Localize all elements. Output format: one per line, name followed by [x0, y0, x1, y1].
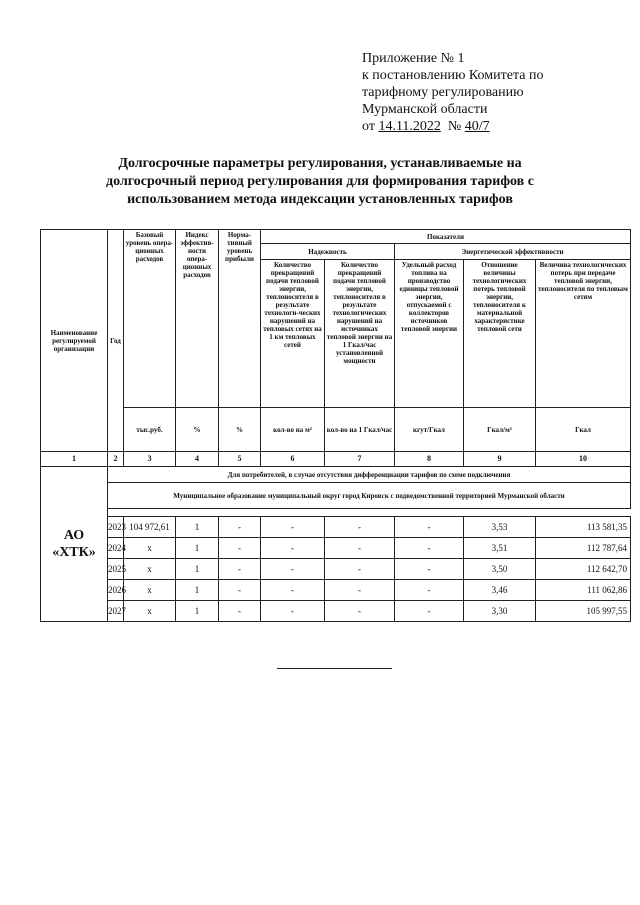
- header-normative-profit: Норма-тивный уровень прибыли: [219, 230, 261, 408]
- col-number: 1: [41, 452, 108, 467]
- title-line-3: использованием метода индексации установленных тарифов: [127, 192, 513, 207]
- cell-norm: -: [219, 538, 261, 559]
- end-divider-line: [277, 668, 392, 669]
- cell-index: 1: [176, 538, 219, 559]
- cell-year: 2023: [108, 517, 124, 538]
- appendix-line-1: Приложение № 1: [362, 51, 465, 66]
- organization-name: АО «ХТК»: [41, 467, 108, 622]
- header-base-level: Базовый уровень опера-ционных расходов: [124, 230, 176, 408]
- cell-norm: -: [219, 517, 261, 538]
- header-c7: Количество прекращений подачи тепловой энергии, теплоносителя в результате технологических нарушений на источниках тепловой энергии на 1 Гкал/час установленной мощности: [325, 260, 395, 408]
- cell-c7: -: [325, 517, 395, 538]
- table-row: [41, 580, 631, 601]
- header-reliability: Надежность: [261, 244, 395, 260]
- cell-norm: -: [219, 580, 261, 601]
- cell-index: 1: [176, 517, 219, 538]
- spacer-row: [108, 509, 631, 517]
- unit-c8: кгут/Гкал: [395, 408, 464, 452]
- cell-base: х: [124, 559, 176, 580]
- unit-base: тыс.руб.: [124, 408, 176, 452]
- cell-c9: 3,51: [464, 538, 536, 559]
- unit-c10: Гкал: [536, 408, 631, 452]
- col-number: 9: [464, 452, 536, 467]
- date-prefix: от: [362, 119, 375, 134]
- number-prefix: №: [447, 119, 462, 134]
- cell-year: 2027: [108, 601, 124, 622]
- cell-c7: -: [325, 559, 395, 580]
- col-number: 8: [395, 452, 464, 467]
- cell-c6: -: [261, 517, 325, 538]
- cell-c8: -: [395, 601, 464, 622]
- col-number: 5: [219, 452, 261, 467]
- title-line-2: долгосрочный период регулирования для формирования тарифов с: [106, 174, 534, 189]
- header-indicators: Показатели: [261, 230, 631, 244]
- cell-c8: -: [395, 538, 464, 559]
- resolution-number: 40/7: [464, 119, 490, 134]
- cell-c9: 3,53: [464, 517, 536, 538]
- appendix-line-4: Мурманской области: [362, 102, 488, 117]
- header-c9: Отношение величины технологических потерь тепловой энергии, теплоносителя к материальной характеристике тепловой сети: [464, 260, 536, 408]
- header-c6: Количество прекращений подачи тепловой энергии, теплоносителя в результате технологи-ческих нарушений на тепловых сетях на 1 км тепловых сетей: [261, 260, 325, 408]
- cell-c10: 112 642,70: [536, 559, 631, 580]
- cell-c6: -: [261, 601, 325, 622]
- cell-year: 2024: [108, 538, 124, 559]
- cell-base: х: [124, 601, 176, 622]
- unit-index: %: [176, 408, 219, 452]
- cell-c7: -: [325, 580, 395, 601]
- cell-c9: 3,50: [464, 559, 536, 580]
- document-title: [60, 155, 580, 209]
- appendix-line-2: к постановлению Комитета по: [362, 68, 544, 83]
- cell-index: 1: [176, 601, 219, 622]
- cell-base: х: [124, 538, 176, 559]
- cell-c8: -: [395, 580, 464, 601]
- col-number: 7: [325, 452, 395, 467]
- cell-c7: -: [325, 538, 395, 559]
- unit-c9: Гкал/м²: [464, 408, 536, 452]
- cell-c7: -: [325, 601, 395, 622]
- cell-norm: -: [219, 559, 261, 580]
- table-row: [41, 601, 631, 622]
- cell-c6: -: [261, 559, 325, 580]
- header-org: Наименование регулируемой организации: [41, 230, 108, 452]
- cell-c8: -: [395, 559, 464, 580]
- cell-c10: 111 062,86: [536, 580, 631, 601]
- col-number: 4: [176, 452, 219, 467]
- cell-year: 2026: [108, 580, 124, 601]
- header-efficiency-index: Индекс эффектив-ности опера-ционных расходов: [176, 230, 219, 408]
- col-number: 3: [124, 452, 176, 467]
- parameters-table: [40, 229, 631, 622]
- col-number: 2: [108, 452, 124, 467]
- municipality-note: Муниципальное образование муниципальный округ город Кировск с подведомственной территорией Мурманской области: [108, 483, 631, 509]
- cell-c10: 113 581,35: [536, 517, 631, 538]
- unit-c7: кол-во на 1 Гкал/час: [325, 408, 395, 452]
- appendix-date-line: [362, 118, 622, 135]
- header-c8: Удельный расход топлива на производство единицы тепловой энергии, отпускаемой с коллекторов источников тепловой энергии: [395, 260, 464, 408]
- unit-c6: кол-во на м²: [261, 408, 325, 452]
- resolution-date: 14.11.2022: [378, 119, 441, 134]
- header-energy-efficiency: Энергетической эффективности: [395, 244, 631, 260]
- header-c10: Величина технологических потерь при передаче тепловой энергии, теплоносителя по тепловым сетям: [536, 260, 631, 408]
- cell-norm: -: [219, 601, 261, 622]
- col-number: 6: [261, 452, 325, 467]
- cell-index: 1: [176, 559, 219, 580]
- cell-c9: 3,46: [464, 580, 536, 601]
- table-row: [41, 538, 631, 559]
- table-row: [41, 517, 631, 538]
- header-year: Год: [108, 230, 124, 452]
- cell-index: 1: [176, 580, 219, 601]
- title-line-1: Долгосрочные параметры регулирования, устанавливаемые на: [118, 156, 522, 171]
- cell-year: 2025: [108, 559, 124, 580]
- cell-c9: 3,30: [464, 601, 536, 622]
- cell-base: х: [124, 580, 176, 601]
- col-number: 10: [536, 452, 631, 467]
- cell-c8: -: [395, 517, 464, 538]
- table-row: [41, 559, 631, 580]
- appendix-line-3: тарифному регулированию: [362, 85, 524, 100]
- unit-norm: %: [219, 408, 261, 452]
- cell-c6: -: [261, 538, 325, 559]
- appendix-header: [362, 50, 622, 135]
- cell-c6: -: [261, 580, 325, 601]
- consumers-note: Для потребителей, в случае отсутствия дифференциации тарифов по схеме подключения: [108, 467, 631, 483]
- cell-base: 104 972,61: [124, 517, 176, 538]
- cell-c10: 105 997,55: [536, 601, 631, 622]
- cell-c10: 112 787,64: [536, 538, 631, 559]
